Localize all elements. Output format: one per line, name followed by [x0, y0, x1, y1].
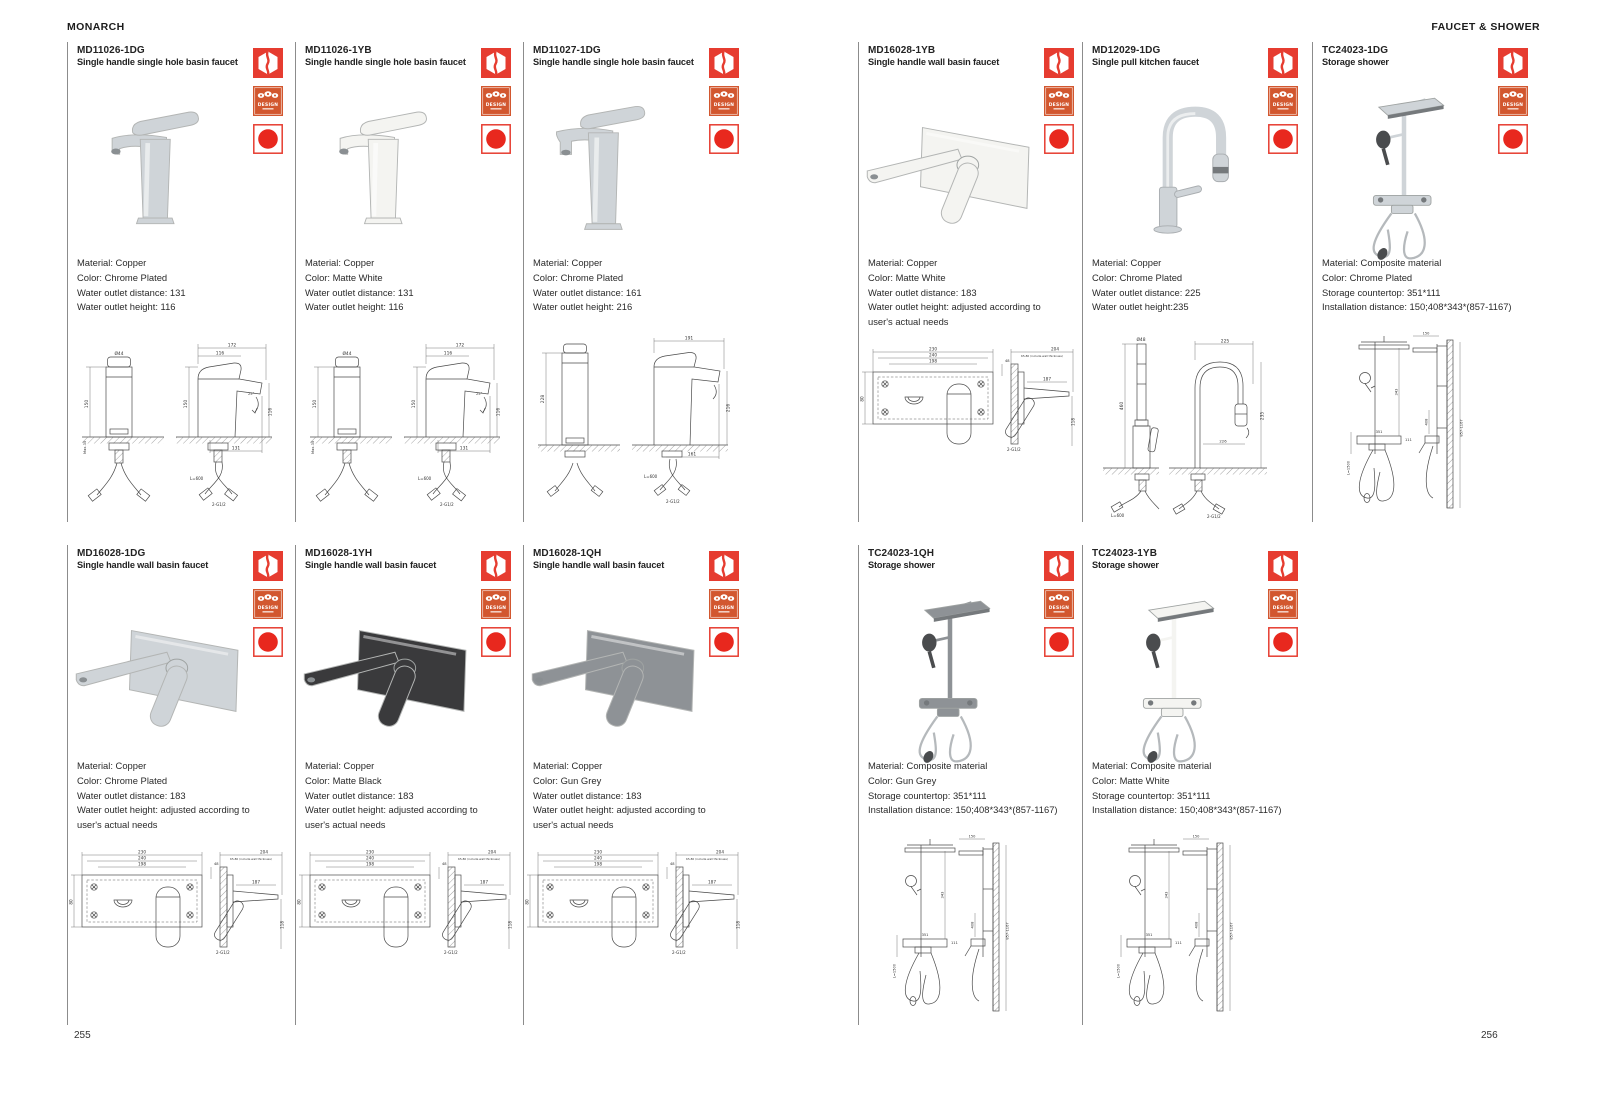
basin_tall-product-image [534, 84, 684, 236]
spec-line: user's actual needs [868, 316, 949, 328]
product-name: Storage shower [1092, 560, 1159, 570]
spec-line: Material: Copper [305, 257, 375, 268]
technical-drawing [304, 334, 502, 510]
monarch-logo-icon [481, 551, 511, 581]
spec-line: Water outlet height: adjusted according to [868, 301, 1041, 313]
spec-line: Water outlet height: adjusted according to [533, 804, 706, 816]
page-number-left: 255 [74, 1030, 91, 1041]
spec-line: Water outlet distance: 183 [305, 789, 414, 801]
design-award-icon [253, 86, 283, 116]
spec-line: Color: Chrome Plated [1092, 271, 1183, 283]
shower-dimension-drawing [1099, 831, 1237, 1027]
spec-line: Water outlet distance: 225 [1092, 286, 1201, 298]
spec-line: Material: Copper [868, 257, 938, 268]
technical-drawing [859, 342, 1075, 454]
product-name: Single handle wall basin faucet [77, 560, 209, 570]
basin-dimension-drawing [304, 334, 502, 510]
monarch-logo-icon [709, 551, 739, 581]
kitchen-dimension-drawing [1095, 332, 1273, 520]
red-dot-award-icon [1268, 124, 1298, 154]
product-photo [861, 98, 1049, 236]
wall-dimension-drawing [68, 845, 284, 957]
spec-line: Material: Copper [1092, 257, 1162, 268]
spec-line: Water outlet distance: 183 [77, 789, 186, 801]
technical-drawing [296, 845, 512, 957]
spec-line: Color: Matte White [305, 271, 383, 283]
monarch-logo-icon [1268, 48, 1298, 78]
technical-drawing [1095, 332, 1273, 520]
spec-line: Water outlet distance: 161 [533, 286, 642, 298]
spec-line: Water outlet height: adjusted according to [77, 804, 250, 816]
basin-product-image [84, 88, 234, 230]
product-code: MD16028-1YB [868, 45, 936, 56]
spec-line: Material: Copper [77, 760, 147, 771]
technical-drawing [76, 334, 274, 510]
product-photo [1331, 82, 1459, 262]
certification-badges [1044, 551, 1074, 657]
product-specs [77, 759, 307, 833]
product-specs [533, 256, 763, 315]
monarch-logo-icon [253, 48, 283, 78]
basin_tall-dimension-drawing [532, 332, 730, 510]
product-cell [67, 42, 289, 522]
product-cell [1082, 42, 1304, 522]
spec-line: Color: Gun Grey [868, 774, 937, 786]
spec-line: Water outlet distance: 183 [533, 789, 642, 801]
product-specs [305, 256, 535, 315]
red-dot-award-icon [1044, 627, 1074, 657]
section-title: FAUCET & SHOWER [1431, 21, 1540, 33]
product-cell [523, 545, 745, 1025]
product-code: MD16028-1YH [305, 548, 373, 559]
certification-badges [1498, 48, 1528, 154]
technical-drawing [1099, 831, 1237, 1027]
spec-line: user's actual needs [77, 819, 158, 831]
product-code: MD11026-1YB [305, 45, 372, 56]
design-award-icon [1044, 589, 1074, 619]
kitchen-product-image [1107, 86, 1245, 246]
spec-line: Installation distance: 150;408*343*(857-1167) [868, 804, 1058, 816]
product-code: TC24023-1YB [1092, 548, 1158, 559]
spec-line: Water outlet distance: 131 [77, 286, 186, 298]
product-cell [67, 545, 289, 1025]
product-cell [295, 42, 517, 522]
red-dot-award-icon [253, 124, 283, 154]
design-award-icon [709, 86, 739, 116]
product-specs [1322, 256, 1552, 315]
spec-line: Storage countertop: 351*111 [1092, 789, 1211, 801]
technical-drawing [524, 845, 740, 957]
product-cell [858, 545, 1080, 1025]
certification-badges [1268, 48, 1298, 154]
spec-line: user's actual needs [533, 819, 614, 831]
product-name: Single handle single hole basin faucet [533, 57, 694, 67]
monarch-logo-icon [709, 48, 739, 78]
product-specs [1092, 256, 1322, 315]
product-name: Single handle wall basin faucet [868, 57, 1000, 67]
spec-line: Material: Copper [533, 257, 603, 268]
product-cell [523, 42, 745, 522]
monarch-logo-icon [1044, 551, 1074, 581]
product-name: Single handle single hole basin faucet [77, 57, 238, 67]
shower-product-image [1101, 585, 1229, 765]
wall-product-image [298, 601, 486, 739]
product-code: MD12029-1DG [1092, 45, 1161, 56]
spec-line: Water outlet height:235 [1092, 301, 1189, 313]
spec-line: Color: Chrome Plated [77, 774, 168, 786]
spec-line: Color: Chrome Plated [77, 271, 168, 283]
shower-product-image [1331, 82, 1459, 262]
product-name: Single handle single hole basin faucet [305, 57, 466, 67]
product-code: TC24023-1QH [868, 548, 935, 559]
product-specs [533, 759, 763, 833]
product-photo [1101, 585, 1229, 765]
red-dot-award-icon [709, 124, 739, 154]
spec-line: Storage countertop: 351*111 [1322, 286, 1441, 298]
product-specs [77, 256, 307, 315]
product-photo [526, 601, 714, 739]
spec-line: Material: Composite material [1092, 760, 1212, 771]
spec-line: Color: Gun Grey [533, 774, 602, 786]
red-dot-award-icon [481, 124, 511, 154]
product-code: MD16028-1DG [77, 548, 146, 559]
spec-line: Storage countertop: 351*111 [868, 789, 987, 801]
brand-title: MONARCH [67, 21, 125, 33]
product-specs [1092, 759, 1322, 818]
spec-line: Water outlet height: 116 [305, 301, 404, 313]
red-dot-award-icon [1268, 627, 1298, 657]
spec-line: Installation distance: 150;408*343*(857-1167) [1322, 301, 1512, 313]
spec-line: Color: Chrome Plated [533, 271, 624, 283]
product-name: Single pull kitchen faucet [1092, 57, 1199, 67]
technical-drawing [875, 831, 1013, 1027]
certification-badges [709, 48, 739, 154]
spec-line: Installation distance: 150;408*343*(857-1167) [1092, 804, 1282, 816]
spec-line: Color: Matte White [1092, 774, 1170, 786]
design-award-icon [481, 86, 511, 116]
product-photo [1107, 86, 1245, 246]
design-award-icon [1498, 86, 1528, 116]
wall-product-image [70, 601, 258, 739]
product-photo [298, 601, 486, 739]
wall-dimension-drawing [859, 342, 1075, 454]
product-photo [84, 88, 234, 230]
monarch-logo-icon [1044, 48, 1074, 78]
shower-product-image [877, 585, 1005, 765]
monarch-logo-icon [1498, 48, 1528, 78]
spec-line: Material: Copper [77, 257, 147, 268]
product-specs [305, 759, 535, 833]
spec-line: Water outlet distance: 183 [868, 286, 977, 298]
page-number-right: 256 [1481, 1030, 1498, 1041]
product-specs [868, 256, 1098, 330]
product-cell [858, 42, 1080, 522]
wall-dimension-drawing [296, 845, 512, 957]
product-cell [295, 545, 517, 1025]
product-code: MD11027-1DG [533, 45, 601, 56]
spec-line: Material: Composite material [1322, 257, 1442, 268]
spec-line: Water outlet distance: 131 [305, 286, 414, 298]
product-photo [877, 585, 1005, 765]
spec-line: Color: Matte Black [305, 774, 382, 786]
product-name: Storage shower [1322, 57, 1389, 67]
product-cell [1312, 42, 1534, 522]
certification-badges [253, 48, 283, 154]
spec-line: Color: Matte White [868, 271, 946, 283]
technical-drawing [1329, 328, 1467, 524]
product-photo [534, 84, 684, 236]
spec-line: Color: Chrome Plated [1322, 271, 1413, 283]
product-name: Storage shower [868, 560, 935, 570]
basin-product-image [312, 88, 462, 230]
design-award-icon [1268, 589, 1298, 619]
technical-drawing [68, 845, 284, 957]
product-name: Single handle wall basin faucet [533, 560, 665, 570]
design-award-icon [1268, 86, 1298, 116]
shower-dimension-drawing [1329, 328, 1467, 524]
wall-product-image [526, 601, 714, 739]
spec-line: Material: Composite material [868, 760, 988, 771]
product-photo [70, 601, 258, 739]
spec-line: Water outlet height: 216 [533, 301, 633, 313]
product-specs [868, 759, 1098, 818]
product-code: MD16028-1QH [533, 548, 602, 559]
monarch-logo-icon [481, 48, 511, 78]
product-code: MD11026-1DG [77, 45, 145, 56]
certification-badges [481, 48, 511, 154]
product-name: Single handle wall basin faucet [305, 560, 437, 570]
technical-drawing [532, 332, 730, 510]
spec-line: Water outlet height: adjusted according to [305, 804, 478, 816]
spec-line: user's actual needs [305, 819, 386, 831]
spec-line: Material: Copper [305, 760, 375, 771]
shower-dimension-drawing [875, 831, 1013, 1027]
red-dot-award-icon [1498, 124, 1528, 154]
product-code: TC24023-1DG [1322, 45, 1389, 56]
monarch-logo-icon [1268, 551, 1298, 581]
wall-dimension-drawing [524, 845, 740, 957]
certification-badges [1268, 551, 1298, 657]
monarch-logo-icon [253, 551, 283, 581]
basin-dimension-drawing [76, 334, 274, 510]
spec-line: Material: Copper [533, 760, 603, 771]
wall-product-image [861, 98, 1049, 236]
product-cell [1082, 545, 1304, 1025]
product-photo [312, 88, 462, 230]
spec-line: Water outlet height: 116 [77, 301, 176, 313]
